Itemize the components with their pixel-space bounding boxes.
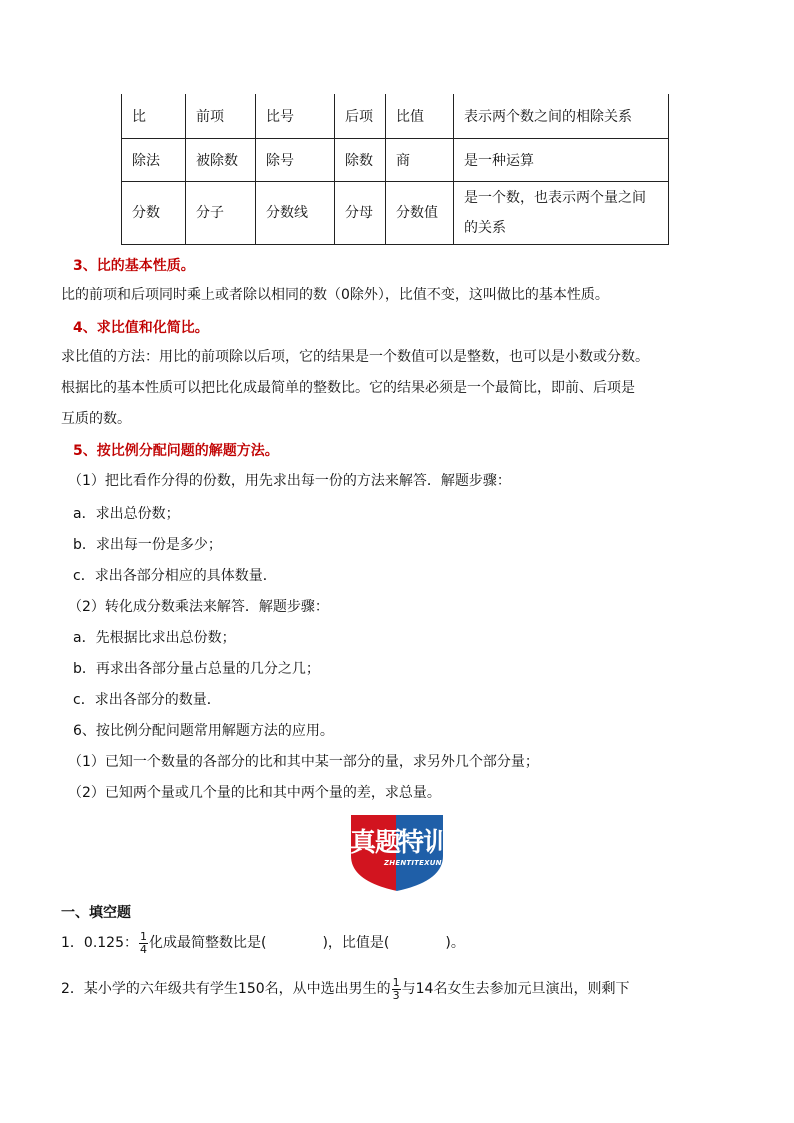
table-cell: 分数值	[386, 182, 454, 245]
section-6-line: （1）已知一个数量的各部分的比和其中某一部分的量，求另外几个部分量；	[68, 754, 539, 770]
question-2	[61, 975, 629, 1003]
logo-subtitle: ZHENTITEXUN	[384, 859, 442, 867]
table-cell: 是一种运算	[454, 139, 669, 182]
section-6-line: （2）已知两个量或几个量的比和其中两个量的差，求总量。	[68, 785, 441, 801]
section-3-body: 比的前项和后项同时乘上或者除以相同的数（0除外），比值不变，这叫做比的基本性质。	[61, 287, 609, 303]
table-cell: 除号	[256, 139, 335, 182]
question-2-prefix: 2．某小学的六年级共有学生150名，从中选出男生的	[61, 981, 391, 997]
table-cell: 比值	[386, 94, 454, 139]
question-1-prefix: 1．0.125：	[61, 935, 138, 951]
table-cell: 分数线	[256, 182, 335, 245]
table-cell: 后项	[335, 94, 386, 139]
table-cell: 分数	[122, 182, 186, 245]
section-3-heading: 3、比的基本性质。	[73, 258, 195, 274]
section-5-line: b．求出每一份是多少；	[73, 537, 222, 553]
fraction-numerator: 1	[392, 975, 400, 989]
table-row	[122, 94, 669, 139]
table-cell: 表示两个数之间的相除关系	[454, 94, 669, 139]
section-4-line: 根据比的基本性质可以把比化成最简单的整数比。它的结果必须是一个最简比，即前、后项是	[61, 380, 635, 396]
table-cell: 比	[122, 94, 186, 139]
table-cell: 被除数	[186, 139, 256, 182]
fraction-denominator: 4	[140, 942, 147, 956]
section-5-line: b．再求出各部分量占总量的几分之几；	[73, 661, 320, 677]
fraction-denominator: 3	[392, 988, 400, 1002]
section-4-line: 互质的数。	[61, 411, 131, 427]
terms-table	[121, 94, 669, 245]
question-1	[61, 929, 465, 957]
exercise-heading: 一、填空题	[61, 905, 131, 921]
fraction	[139, 931, 148, 956]
logo-text-right: 特训	[398, 828, 449, 858]
section-5-line: （1）把比看作分得的份数，用先求出每一份的方法来解答．解题步骤：	[68, 473, 511, 489]
section-5-line: c．求出各部分相应的具体数量．	[73, 568, 277, 584]
table-cell: 分母	[335, 182, 386, 245]
table-row	[122, 139, 669, 182]
section-5-heading: 5、按比例分配问题的解题方法。	[73, 443, 279, 459]
fraction-numerator: 1	[140, 929, 147, 943]
table-cell: 商	[386, 139, 454, 182]
table-cell: 除法	[122, 139, 186, 182]
table-cell: 分子	[186, 182, 256, 245]
fraction	[392, 977, 401, 1002]
section-4-line: 求比值的方法：用比的前项除以后项，它的结果是一个数值可以是整数，也可以是小数或分数。	[61, 349, 649, 365]
section-5-line: a．先根据比求出总份数；	[73, 630, 236, 646]
table-row	[122, 182, 669, 245]
section-4-heading: 4、求比值和化简比。	[73, 320, 209, 336]
logo-text-left: 真题	[350, 828, 401, 858]
section-5-line: a．求出总份数；	[73, 506, 180, 522]
section-5-line: （2）转化成分数乘法来解答．解题步骤：	[68, 599, 329, 615]
table-cell: 除数	[335, 139, 386, 182]
section-5-line: c．求出各部分的数量．	[73, 692, 221, 708]
zhenti-texun-logo	[346, 812, 448, 894]
section-6-heading: 6、按比例分配问题常用解题方法的应用。	[73, 723, 334, 739]
question-1-text: 化成最简整数比是( )，比值是( )。	[149, 935, 465, 951]
table-cell: 前项	[186, 94, 256, 139]
question-2-text: 与14名女生去参加元旦演出，则剩下	[401, 981, 630, 997]
table-cell: 是一个数，也表示两个量之间的关系	[454, 182, 669, 245]
table-cell: 比号	[256, 94, 335, 139]
